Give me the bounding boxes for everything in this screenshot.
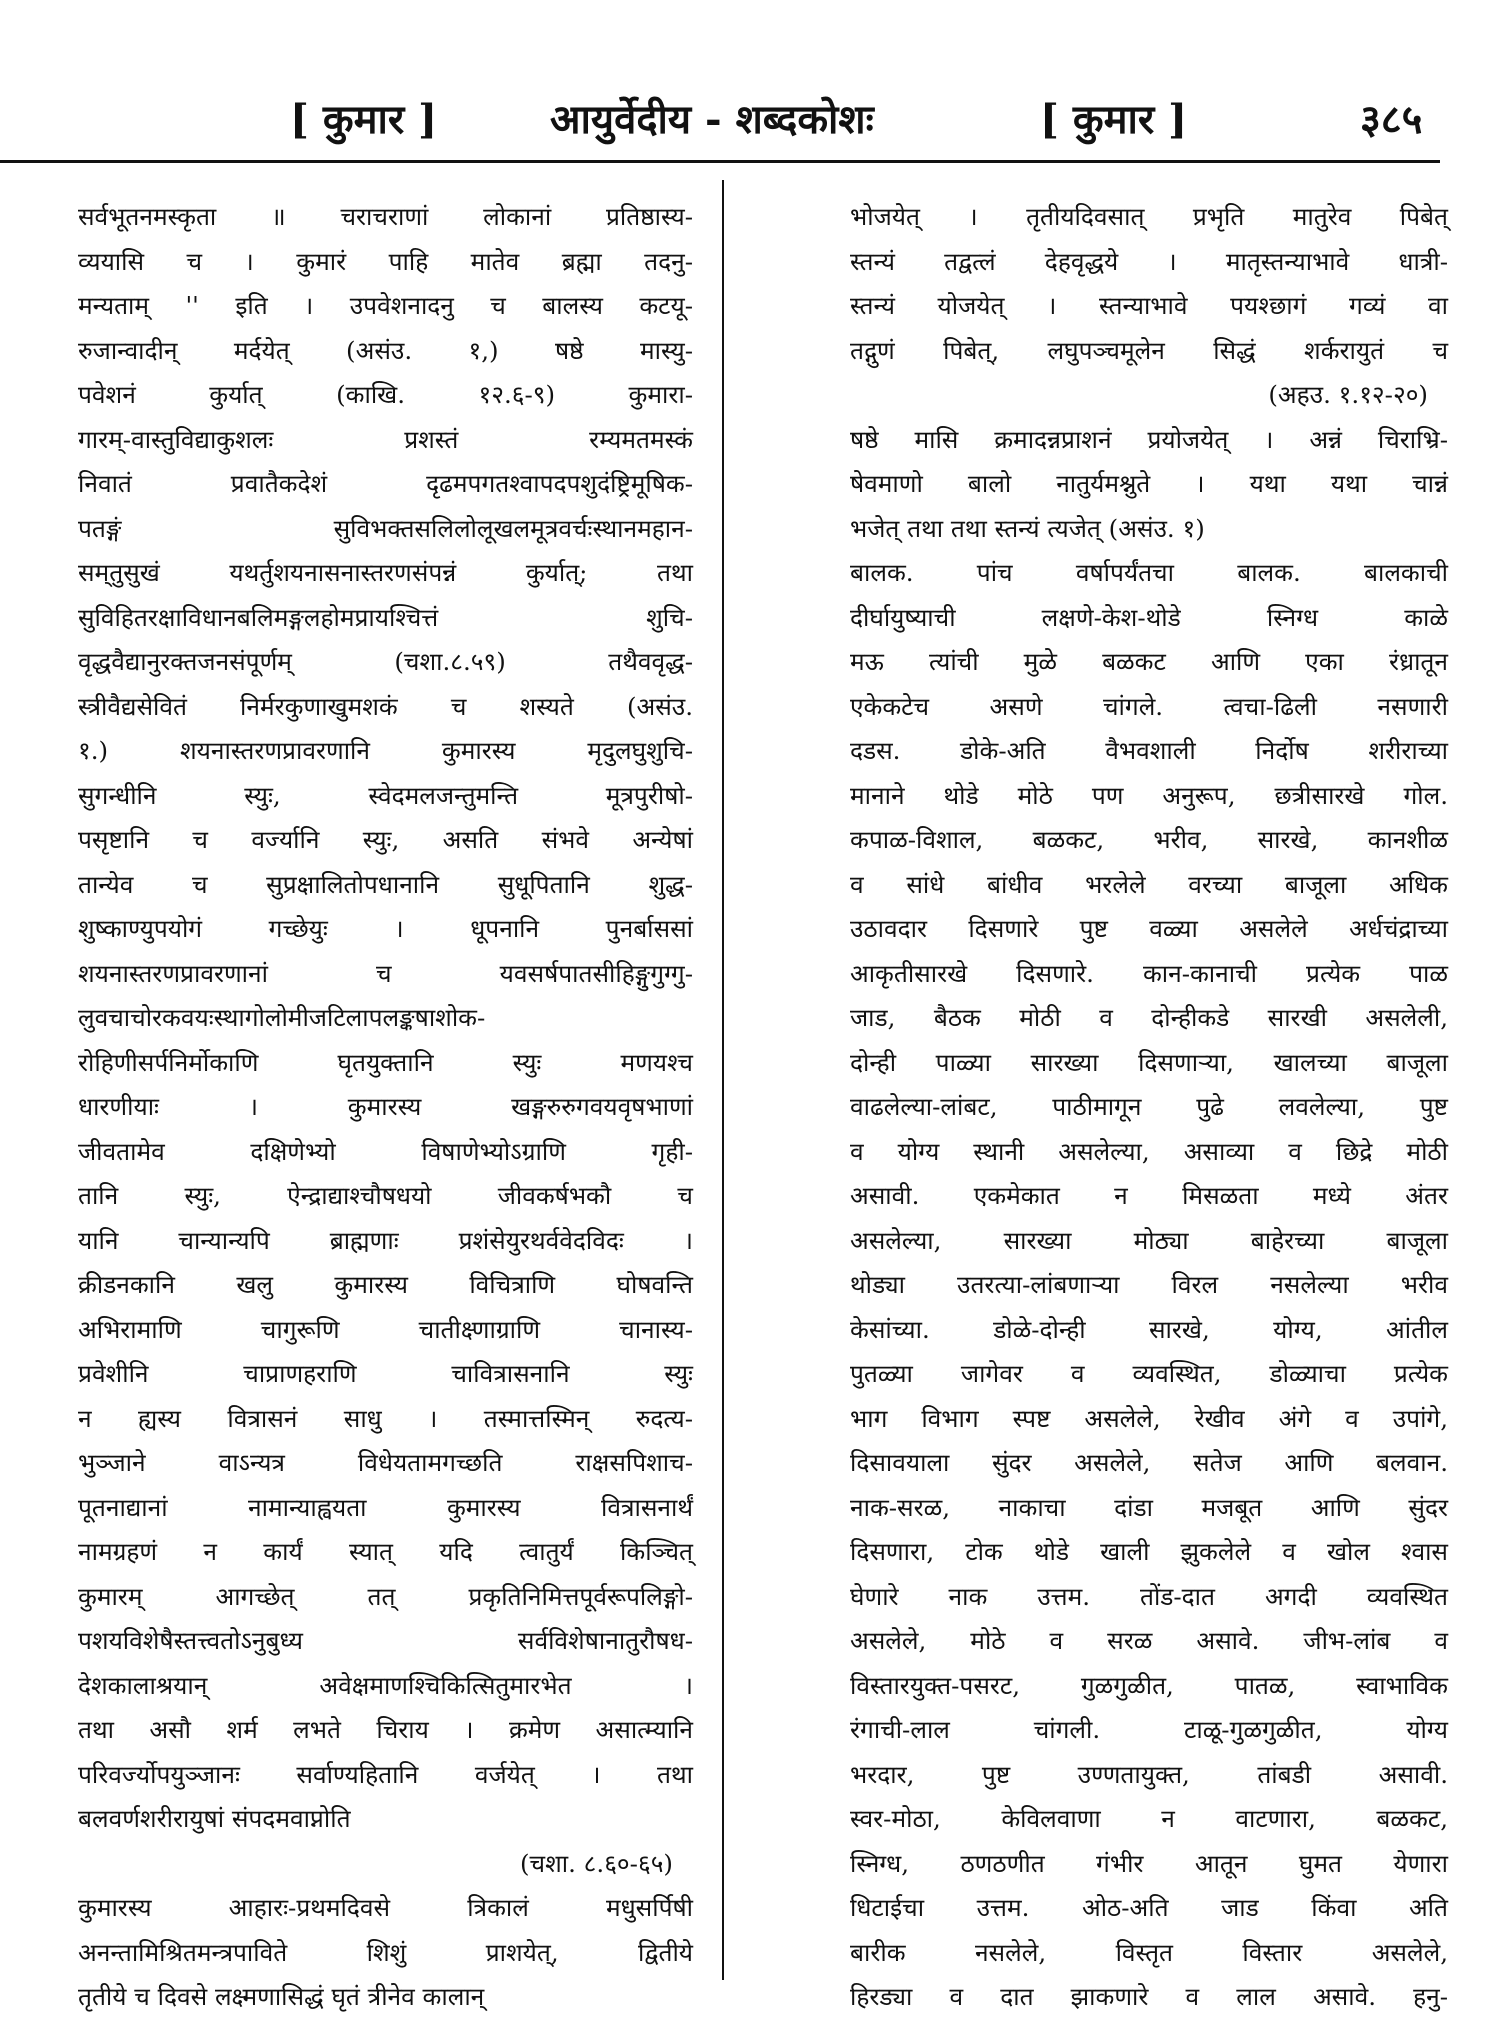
text-line: सर्वभूतनमस्कृता ॥ चराचराणां लोकानां प्रतिष्ठास्य- [78,202,693,231]
text-line: हिरड्या व दात झाकणारे व लाल असावे. हनु- [850,1982,1448,2011]
text-line: रंगाची-लाल चांगली. टाळू-गुळगुळीत, योग्य [850,1715,1448,1744]
text-line: एकेकटेच असणे चांगले. त्वचा-ढिली नसणारी [850,691,1448,721]
header-left-word: [ कुमार ] [290,96,438,143]
header-right-word: [ कुमार ] [1040,96,1188,143]
text-line: मऊ त्यांची मुळे बळकट आणि एका रंध्रातून [850,647,1448,676]
text-line: १.) शयनास्तरणप्रावरणानि कुमारस्य मृदुलघुशुचि- [78,736,693,765]
text-line: देशकालाश्रयान् अवेक्षमाणश्चिकित्सितुमारभेत । [78,1670,693,1700]
text-line: व योग्य स्थानी असलेल्या, असाव्या व छिद्रे मोठी [850,1136,1448,1166]
text-line: स्तन्यं तद्वत्लं देहवृद्धये । मातृस्तन्याभावे धात्री- [850,246,1448,276]
text-line: पुतळ्या जागेवर व व्यवस्थित, डोळ्याचा प्रत्येक [850,1359,1448,1388]
text-line: भरदार, पुष्ट उण्णतायुक्त, तांबडी असावी. [850,1759,1448,1789]
text-line: व्ययासि च । कुमारं पाहि मातेव ब्रह्मा तदनु- [78,246,693,276]
header-title: आयुर्वेदीय - शब्दकोशः [550,96,874,143]
column-divider [722,180,724,1980]
text-line: पवेशनं कुर्यात् (काखि. १२.६-९) कुमारा- [78,380,693,409]
text-line: केसांच्या. डोळे-दोन्ही सारखे, योग्य, आंतील [850,1314,1448,1344]
text-line: सम्‌तुसुखं यथर्तुशयनासनास्तरणसंपन्नं कुर्यात्; तथा [78,558,693,587]
text-line: स्निग्ध, ठणठणीत गंभीर आतून घुमत येणारा [850,1848,1448,1878]
text-line: वाढलेल्या-लांबट, पाठीमागून पुढे लवलेल्या, पुष्ट [850,1092,1448,1121]
text-line: शुष्काण्युपयोगं गच्छेयुः । धूपनानि पुनर्बाससां [78,914,693,943]
text-line: तथा असौ शर्म लभते चिराय । क्रमेण असात्म्यानि [78,1715,693,1744]
text-line: दिसणारा, टोक थोडे खाली झुकलेले व खोल श्वास [850,1537,1448,1566]
text-line: वृद्धवैद्यानुरक्तजनसंपूर्णम् (चशा.८.५९) तथैववृद्ध- [78,647,693,676]
text-line: निवातं प्रवातैकदेशं दृढमपगतश्वापदपशुदंष्ट्रिमूषिक- [78,469,693,498]
text-line: विस्तारयुक्त-पसरट, गुळगुळीत, पातळ, स्वाभाविक [850,1670,1448,1700]
text-line: मानाने थोडे मोठे पण अनुरूप, छत्रीसारखे गोल. [850,780,1448,810]
text-line: स्त्रीवैद्यसेवितं निर्मरकुणाखुमशकं च शस्यते (असंउ. [78,691,693,721]
text-line: परिवर्ज्योपयुञ्जानः सर्वाण्यहितानि वर्जयेत् । तथा [78,1759,693,1789]
text-line: तृतीये च दिवसे लक्ष्मणासिद्धं घृतं त्रीनेव कालान् [78,1982,485,2011]
text-line: न ह्यस्य वित्रासनं साधु । तस्मात्तस्मिन् रुदत्य- [78,1403,693,1433]
text-line: स्वर-मोठा, केविलवाणा न वाटणारा, बळकट, [850,1804,1448,1833]
text-line: व सांधे बांधीव भरलेले वरच्या बाजूला अधिक [850,869,1448,899]
text-line: दोन्ही पाळ्या सारख्या दिसणाऱ्या, खालच्या बाजूला [850,1047,1448,1077]
text-line: भजेत् तथा तथा स्तन्यं त्यजेत् (असंउ. १) [850,513,1205,543]
text-line: षष्ठे मासि क्रमादन्नप्राशनं प्रयोजयेत् । अन्नं चिराभ्रि- [850,424,1448,454]
text-line: तानि स्युः, ऐन्द्राद्याश्चौषधयो जीवकर्षभकौ च [78,1181,693,1210]
text-line: शयनास्तरणप्रावरणानां च यवसर्षपातसीहिङ्गुगुग्गु- [78,958,693,988]
text-line: असावी. एकमेकात न मिसळता मध्ये अंतर [850,1181,1448,1210]
text-line: अनन्तामिश्रितमन्त्रपाविते शिशुं प्राशयेत्, द्वितीये [78,1937,693,1967]
text-line: मन्यताम् '' इति । उपवेशनादनु च बालस्य कटयू- [78,291,693,320]
text-line: धिटाईचा उत्तम. ओठ-अति जाड किंवा अति [850,1893,1448,1922]
text-line: उठावदार दिसणारे पुष्ट वळ्या असलेले अर्धचंद्राच्या [850,914,1448,943]
text-line: आकृतीसारखे दिसणारे. कान-कानाची प्रत्येक पाळ [850,958,1448,988]
text-line: कुमारस्य आहारः-प्रथमदिवसे त्रिकालं मधुसर्पिषी [78,1893,693,1922]
text-line: पूतनाद्यानां नामान्याह्वयता कुमारस्य वित्रासनार्थं [78,1492,693,1522]
text-line: कपाळ-विशाल, बळकट, भरीव, सारखे, कानशीळ [850,825,1448,854]
text-line: कुमारम् आगच्छेत् तत् प्रकृतिनिमित्तपूर्वरूपलिङ्गो- [78,1581,693,1611]
text-line: थोड्या उतरत्या-लांबणाऱ्या विरल नसलेल्या भरीव [850,1270,1448,1299]
text-line: भुञ्जाने वाऽन्यत्र विधेयतामगच्छति राक्षसपिशाच- [78,1448,693,1477]
text-line: तान्येव च सुप्रक्षालितोपधानानि सुधूपितानि शुद्ध- [78,869,693,899]
text-line: भोजयेत् । तृतीयदिवसात् प्रभृति मातुरेव पिबेत् [850,202,1448,231]
text-line: (चशा. ८.६०-६५) [519,1848,673,1878]
text-line: असलेले, मोठे व सरळ असावे. जीभ-लांब व [850,1626,1448,1655]
page-header [0,70,1500,160]
text-line: घेणारे नाक उत्तम. तोंड-दात अगदी व्यवस्थित [850,1581,1448,1611]
text-line: प्रवेशीनि चाप्राणहराणि चावित्रासनानि स्युः [78,1359,693,1388]
text-line: बलवर्णशरीरायुषां संपदमवाप्नोति [78,1804,351,1833]
text-line: यानि चान्यान्यपि ब्राह्मणाः प्रशंसेयुरथर्ववेदविदः । [78,1225,693,1255]
text-line: असलेल्या, सारख्या मोठ्या बाहेरच्या बाजूला [850,1225,1448,1255]
page-number: ३८५ [1360,96,1423,143]
text-line: सुगन्धीनि स्युः, स्वेदमलजन्तुमन्ति मूत्रपुरीषो- [78,780,693,810]
text-line: गारम्-वास्तुविद्याकुशलः प्रशस्तं रम्यमतमस्कं [78,424,693,454]
text-line: रोहिणीसर्पनिर्मोकाणि घृतयुक्तानि स्युः मणयश्च [78,1047,693,1077]
header-rule [0,160,1440,163]
text-line: जीवतामेव दक्षिणेभ्यो विषाणेभ्योऽग्राणि गृही- [78,1136,693,1166]
text-line: लुवचाचोरकवयःस्थागोलोमीजटिलापलङ्कषाशोक- [78,1003,486,1032]
text-line: अभिरामाणि चागुरूणि चातीक्ष्णाग्राणि चानास्य- [78,1314,693,1344]
text-line: रुजान्वादीन् मर्दयेत् (असंउ. १,) षष्ठे मास्यु- [78,335,693,365]
text-line: दिसावयाला सुंदर असलेले, सतेज आणि बलवान. [850,1448,1448,1477]
left-column [78,195,693,2011]
text-line: जाड, बैठक मोठी व दोन्हीकडे सारखी असलेली, [850,1003,1448,1032]
text-line: दीर्घायुष्याची लक्षणे-केश-थोडे स्निग्ध काळे [850,602,1448,632]
text-line: नाक-सरळ, नाकाचा दांडा मजबूत आणि सुंदर [850,1492,1448,1522]
text-line: (अहउ. १.१२-२०) [1268,380,1428,409]
text-line: बारीक नसलेले, विस्तृत विस्तार असलेले, [850,1937,1448,1967]
text-line: तद्गुणं पिबेत्, लघुपञ्चमूलेन सिद्धं शर्करायुतं च [850,335,1448,365]
text-line: दडस. डोके-अति वैभवशाली निर्दोष शरीराच्या [850,736,1448,765]
right-column [850,195,1448,2011]
text-line: धारणीयाः । कुमारस्य खङ्गरुरुगवयवृषभाणां [78,1092,693,1121]
text-line: पसृष्टानि च वर्ज्यानि स्युः, असति संभवे अन्येषां [78,825,693,854]
text-line: स्तन्यं योजयेत् । स्तन्याभावे पयश्छागं गव्यं वा [850,291,1448,320]
text-line: पशयविशेषैस्तत्त्वतोऽनुबुध्य सर्वविशेषानातुरौषध- [78,1626,693,1655]
text-line: नामग्रहणं न कार्यं स्यात् यदि त्वातुर्यं किञ्चित् [78,1537,693,1566]
text-line: भाग विभाग स्पष्ट असलेले, रेखीव अंगे व उपांगे, [850,1403,1448,1433]
text-line: पतङ्गं सुविभक्तसलिलोलूखलमूत्रवर्चःस्थानमहान- [78,513,693,543]
text-line: क्रीडनकानि खलु कुमारस्य विचित्राणि घोषवन्ति [78,1270,693,1299]
text-line: बालक. पांच वर्षापर्यंतचा बालक. बालकाची [850,558,1448,587]
text-line: सुविहितरक्षाविधानबलिमङ्गलहोमप्रायश्चित्तं शुचि- [78,602,693,632]
text-line: षेवमाणो बालो नातुर्यमश्नुते । यथा यथा चान्नं [850,469,1448,498]
